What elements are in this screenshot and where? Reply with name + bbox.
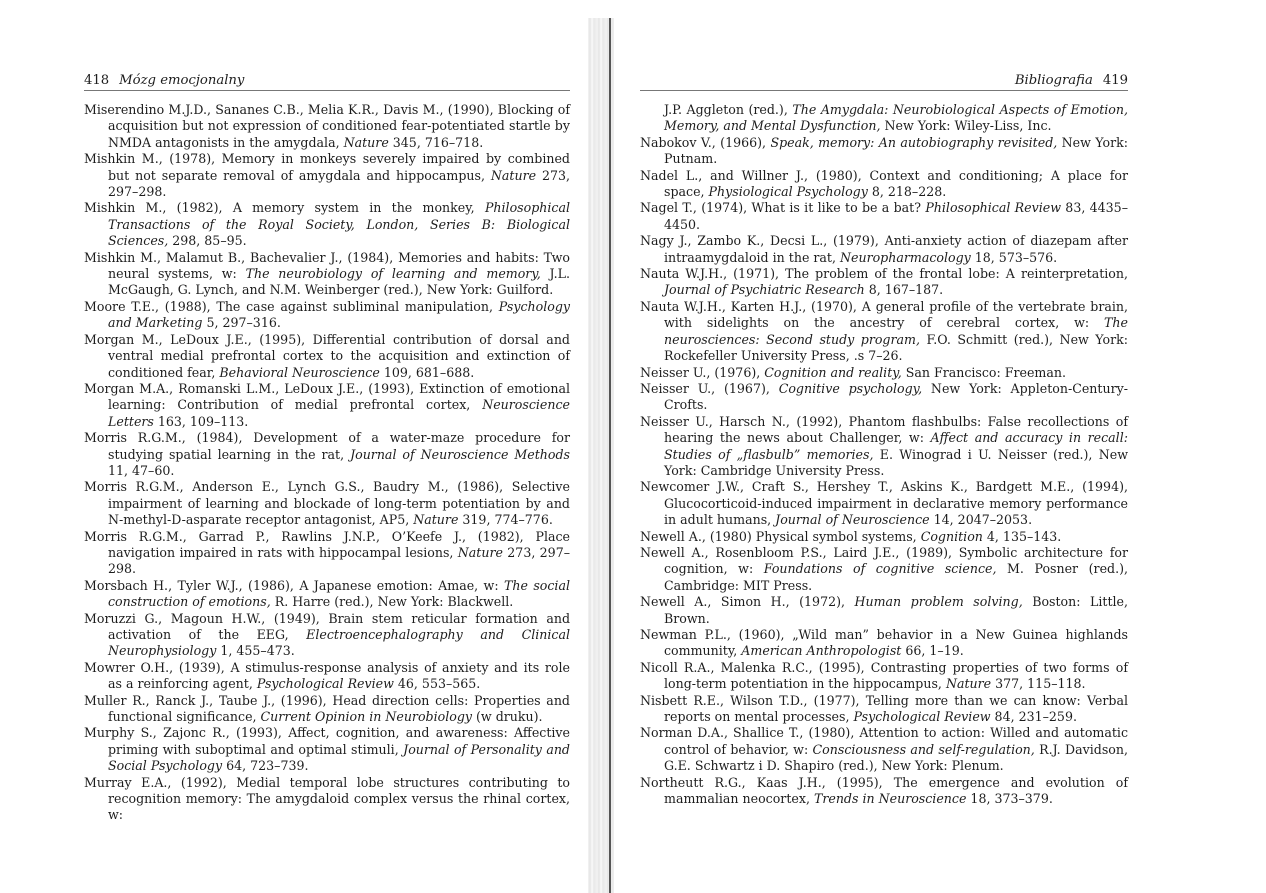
entry-details: 163, 109–113. [153,413,249,429]
book-spine-line [609,18,611,893]
bibliography-entry [640,479,1128,528]
left-running-title: Mózg emocjonalny [119,73,245,88]
bibliography-entry [84,660,570,693]
entry-details: 1, 455–473. [216,643,295,659]
entry-details: Boston: Little, Brown. [664,594,1128,626]
entry-details: 46, 553–565. [393,676,481,692]
entry-text: Nauta W.J.H., (1971), The problem of the frontal lobe: A reinterpretation, [640,266,1128,282]
entry-details: 18, 573–576. [970,249,1058,265]
entry-title: Human problem solving, [854,594,1023,610]
bibliography-entry [84,102,570,151]
bibliography-entry [84,578,570,611]
entry-details: New York: Appleton-Century-Crofts. [664,380,1128,413]
entry-details: 319, 774–776. [458,512,553,528]
bibliography-entry [84,332,570,381]
entry-text: Murray E.A., (1992), Medial temporal lobe structures contributing to recognition memory: The amygdaloid complex versus the rhinal cortex, w: [84,774,570,823]
entry-title: Nature [490,167,537,183]
entry-text: Mishkin M., (1978), Memory in monkeys severely impaired by combined but not separate removal of amygdala and hippocampus, [84,151,570,183]
bibliography-entry [84,200,570,249]
bibliography-entry [640,365,1128,381]
bibliography-entry-continuation: J.P. Aggleton (red.), The Amygdala: Neurobiological Aspects of Emotion, Memory, and Mental Dysfunction, New York: Wiley-Liss, Inc. [664,102,1128,134]
entry-title: The neurosciences: Second study program, [664,315,1128,347]
entry-title: Neuropharmacology [840,249,971,265]
entry-details: (w druku). [472,709,543,725]
entry-text: Nicoll R.A., Malenka R.C., (1995), Contrasting properties of two forms of long-term potentiation in the hippocampus, [640,659,1128,692]
entry-details: 5, 297–316. [202,315,281,331]
left-page-header [84,62,570,91]
entry-details: R.J. Davidson, G.E. Schwartz i D. Shapiro (red.), New York: Plenum. [664,741,1128,774]
entry-details: 14, 2047–2053. [929,512,1033,528]
bibliography-entry [640,594,1128,627]
entry-text: Neisser U., (1967), [640,380,779,396]
entry-text: Morris R.G.M., Anderson E., Lynch G.S., Baudry M., (1986), Selective impairment of learning and blockade of long-term potentiation by and N-methyl-D-asparate receptor antagonist, AP5, [84,479,570,528]
bibliography-entry [640,545,1128,594]
entry-details: 84, 231–259. [990,709,1077,725]
bibliography-entry [640,135,1128,168]
bibliography-entry [640,414,1128,480]
bibliography-entry [84,250,570,299]
bibliography-entry [640,200,1128,233]
bibliography-entry [640,775,1128,808]
entry-text: Neisser U., Harsch N., (1992), Phantom flashbulbs: False recollections of hearing the news about Challenger, w: [640,413,1128,446]
entry-title: Neuroscience Letters [108,397,570,429]
right-page-number: 419 [1102,73,1128,88]
entry-text: Morgan M.A., Romanski L.M., LeDoux J.E., (1993), Extinction of emotional learning: Contribution of medial prefrontal cortex, [84,380,570,413]
entry-title: Cognition [920,528,983,544]
entry-title: Speak, memory: An autobiography revisited, [770,134,1058,150]
entry-details: 109, 681–688. [379,364,475,380]
entry-details: New York: Putnam. [664,134,1128,167]
right-page [640,62,1128,807]
entry-text: Nagel T., (1974), What is it like to be a bat? [640,200,926,216]
entry-text: Newell A., (1980) Physical symbol systems, [640,528,921,544]
entry-text: Nadel L., and Willner J., (1980), Context and conditioning; A place for space, [640,167,1128,200]
entry-text: Mowrer O.H., (1939), A stimulus-response analysis of anxiety and its role as a reinforcing agent, [84,659,570,692]
entry-title: Nature [343,134,389,150]
entry-title: Journal of Neuroscience Methods [350,446,570,462]
entry-text: Newell A., Rosenbloom P.S., Laird J.E., (1989), Symbolic architecture for cognition, w: [640,544,1128,577]
entry-details: 345, 716–718. [388,134,484,150]
bibliography-entry [640,529,1128,545]
left-bibliography-list [84,102,570,824]
entry-text: Newcomer J.W., Craft S., Hershey T., Askins K., Bardgett M.E., (1994), Glucocorticoid-induced impairment in declarative memory performance in adult humans, [640,479,1128,528]
entry-details: 11, 47–60. [108,462,175,478]
entry-text: Morsbach H., Tyler W.J., (1986), A Japanese emotion: Amae, w: [84,577,504,593]
entry-details: 4, 135–143. [982,528,1062,544]
entry-title: Nature [945,676,992,692]
entry-details: E. Winograd i U. Neisser (red.), New York: Cambridge University Press. [664,446,1128,478]
entry-details: 66, 1–19. [901,643,964,659]
bibliography-entry [640,233,1128,266]
bibliography-entry [640,693,1128,726]
entry-text: Morgan M., LeDoux J.E., (1995), Differential contribution of dorsal and ventral medial prefrontal cortex to the acquisition and extinction of conditioned fear, [84,331,570,380]
entry-title: Journal of Psychiatric Research [664,282,865,298]
entry-title: Physiological Psychology [708,184,868,200]
entry-title: Affect and accuracy in recall: Studies of „flasbulb” memories, [664,430,1128,462]
bibliography-entry [640,381,1128,414]
entry-text: Morris R.G.M., Garrad P., Rawlins J.N.P., O’Keefe J., (1982), Place navigation impaired in rats with hippocampal lesions, [84,528,570,560]
entry-text: Mishkin M., (1982), A memory system in the monkey, [84,200,485,216]
left-page [84,62,570,824]
entry-text: Muller R., Ranck J., Taube J., (1996), Head direction cells: Properties and functional significance, [84,692,570,725]
entry-title: Cognition and reality, [764,364,902,380]
entry-text: Mishkin M., Malamut B., Bachevalier J., (1984), Memories and habits: Two neural systems, w: [84,249,570,282]
entry-title: Philosophical Transactions of the Royal Society, London, Series B: Biological Sciences, [108,200,570,249]
entry-text: Newell A., Simon H., (1972), [640,594,855,610]
entry-details: 273, 297–298. [108,167,570,200]
bibliography-entry [640,299,1128,365]
entry-text: Moruzzi G., Magoun H.W., (1949), Brain stem reticular formation and activation of the EEG, [84,610,570,642]
right-page-header [640,62,1128,91]
entry-text: Northeutt R.G., Kaas J.H., (1995), The emergence and evolution of mammalian neocortex, [640,774,1128,807]
entry-title: Philosophical Review [925,200,1061,216]
entry-details: F.O. Schmitt (red.), New York: Rockefeller University Press, .s 7–26. [664,331,1128,364]
entry-text: Nauta W.J.H., Karten H.J., (1970), A general profile of the vertebrate brain, with sidelights on the ancestry of cerebral cortex, w: [640,298,1128,331]
entry-text: Nisbett R.E., Wilson T.D., (1977), Telling more than we can know: Verbal reports on mental processes, [640,692,1128,725]
entry-details: 273, 297–298. [108,544,571,577]
entry-details: 18, 373–379. [966,791,1053,807]
entry-text: Norman D.A., Shallice T., (1980), Attention to action: Willed and automatic control of behavior, w: [640,725,1128,757]
bibliography-entry [640,266,1128,299]
bibliography-entry [84,430,570,479]
bibliography-entry [84,479,570,528]
entry-details: 8, 218–228. [867,184,947,200]
entry-title: Journal of Personality and Social Psychology [108,741,570,774]
entry-title: Foundations of cognitive science, [763,561,997,577]
entry-text: Nagy J., Zambo K., Decsi L., (1979), Anti-anxiety action of diazepam after intraamygdaloid in the rat, [640,233,1128,265]
entry-details: 298, 85–95. [168,233,247,249]
entry-title: The neurobiology of learning and memory, [245,266,541,282]
entry-details: 8, 167–187. [864,282,944,298]
bibliography-entry [84,529,570,578]
entry-title: Current Opinion in Neurobiology [260,709,472,725]
bibliography-entry [640,725,1128,774]
entry-details: 377, 115–118. [991,676,1086,692]
bibliography-entry [84,299,570,332]
entry-text: Morris R.G.M., (1984), Development of a water-maze procedure for studying spatial learning in the rat, [84,430,570,462]
bibliography-entry [640,660,1128,693]
entry-title: Nature [457,544,503,560]
entry-title: Nature [413,512,459,528]
entry-title: American Anthropologist [741,643,902,659]
entry-title: Cognitive psychology, [778,380,923,396]
entry-details: J.L. McGaugh, G. Lynch, and N.M. Weinberger (red.), New York: Guilford. [108,266,570,298]
bibliography-entry [84,693,570,726]
entry-text: Nabokov V., (1966), [640,134,771,150]
entry-text: Miserendino M.J.D., Sananes C.B., Melia K.R., Davis M., (1990), Blocking of acquisition but not expression of conditioned fear-potentiated startle by NMDA antagonists in the amygdala, [84,102,570,150]
entry-text: Newman P.L., (1960), „Wild man” behavior in a New Guinea highlands community, [640,627,1128,659]
entry-title: Consciousness and self-regulation, [812,741,1035,757]
right-bibliography-list [640,102,1128,807]
entry-title: The social construction of emotions, [108,577,570,610]
entry-title: Psychological Review [256,676,394,692]
bibliography-entry [84,611,570,660]
entry-details: 83, 4435–4450. [664,200,1128,232]
entry-text: Moore T.E., (1988), The case against subliminal manipulation, [84,298,499,314]
entry-title: Psychology and Marketing [108,298,570,331]
bibliography-entry [84,775,570,824]
bibliography-entry [84,725,570,774]
right-running-title: Bibliografia [1014,73,1093,88]
entry-title: Trends in Neuroscience [813,791,967,807]
entry-title: Electroencephalography and Clinical Neurophysiology [108,627,570,659]
bibliography-entry [84,151,570,200]
entry-title: Behavioral Neuroscience [219,364,380,380]
entry-text: Neisser U., (1976), [640,364,765,380]
entry-details: M. Posner (red.), Cambridge: MIT Press. [664,561,1129,593]
entry-details: 64, 723–739. [222,758,309,774]
entry-details: R. Harre (red.), New York: Blackwell. [270,594,514,610]
entry-title: Journal of Neuroscience [775,512,930,528]
left-page-number: 418 [84,73,110,88]
entry-text: Murphy S., Zajonc R., (1993), Affect, cognition, and awareness: Affective priming with suboptimal and optimal stimuli, [84,725,570,757]
entry-title: Psychological Review [853,709,991,725]
entry-details: San Francisco: Freeman. [901,364,1066,380]
bibliography-entry [640,168,1128,201]
bibliography-entry [84,381,570,430]
bibliography-entry [640,627,1128,660]
